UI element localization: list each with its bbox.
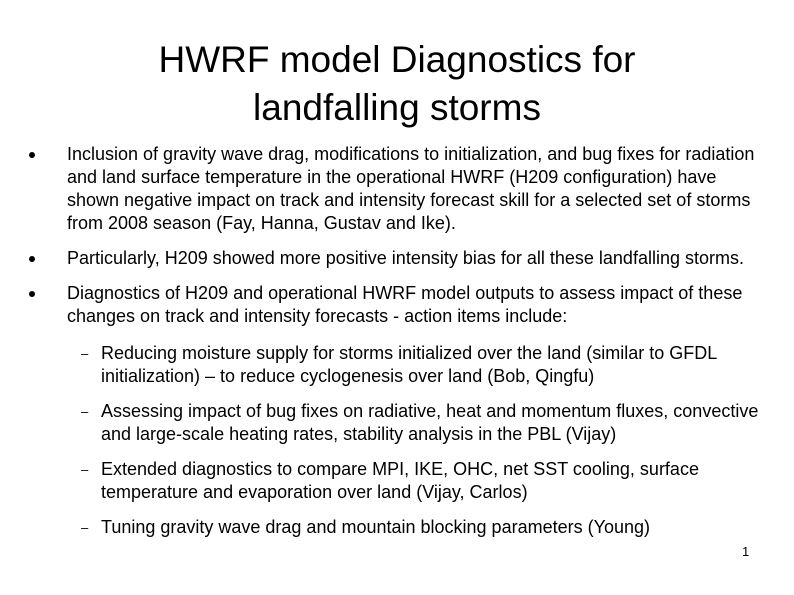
dash-bullet-icon: – xyxy=(81,520,89,535)
sub-bullet-text: Reducing moisture supply for storms initialized over the land (similar to GFDL initialization) – to reduce cyclogenesis over land (Bob, Qingfu) xyxy=(101,343,717,386)
slide-title xyxy=(0,36,794,132)
sub-bullet-text: Tuning gravity wave drag and mountain blocking parameters (Young) xyxy=(101,517,650,537)
dash-bullet-icon: – xyxy=(81,346,89,361)
bullet-item xyxy=(0,247,794,270)
sub-bullet-text: Extended diagnostics to compare MPI, IKE, OHC, net SST cooling, surface temperature and evaporation over land (Vijay, Carlos) xyxy=(101,459,699,502)
dash-bullet-icon: – xyxy=(81,462,89,477)
sub-bullet-text: Assessing impact of bug fixes on radiative, heat and momentum fluxes, convective and large-scale heating rates, stability analysis in the PBL (Vijay) xyxy=(101,401,759,444)
sub-bullet-item xyxy=(0,400,794,446)
sub-bullet-item xyxy=(0,458,794,504)
title-line-2: landfalling storms xyxy=(253,87,541,128)
dash-bullet-icon: – xyxy=(81,404,89,419)
bullet-dot-icon xyxy=(29,152,35,158)
bullet-text: Inclusion of gravity wave drag, modifications to initialization, and bug fixes for radiation and land surface temperature in the operational HWRF (H209 configuration) have shown negative impact on track and intensity forecast skill for a selected set of storms from 2008 season (Fay, Hanna, Gustav and Ike). xyxy=(67,144,755,233)
bullet-dot-icon xyxy=(29,256,35,262)
bullet-text: Diagnostics of H209 and operational HWRF model outputs to assess impact of these changes on track and intensity forecasts - action items include: xyxy=(67,283,743,326)
bullet-text: Particularly, H209 showed more positive intensity bias for all these landfalling storms. xyxy=(67,248,744,268)
bullet-list xyxy=(0,143,794,551)
title-line-1: HWRF model Diagnostics for xyxy=(158,39,636,80)
bullet-item xyxy=(0,143,794,235)
bullet-dot-icon xyxy=(29,291,35,297)
sub-bullet-item xyxy=(0,516,794,539)
bullet-item xyxy=(0,282,794,328)
sub-bullet-item xyxy=(0,342,794,388)
page-number: 1 xyxy=(742,544,750,559)
